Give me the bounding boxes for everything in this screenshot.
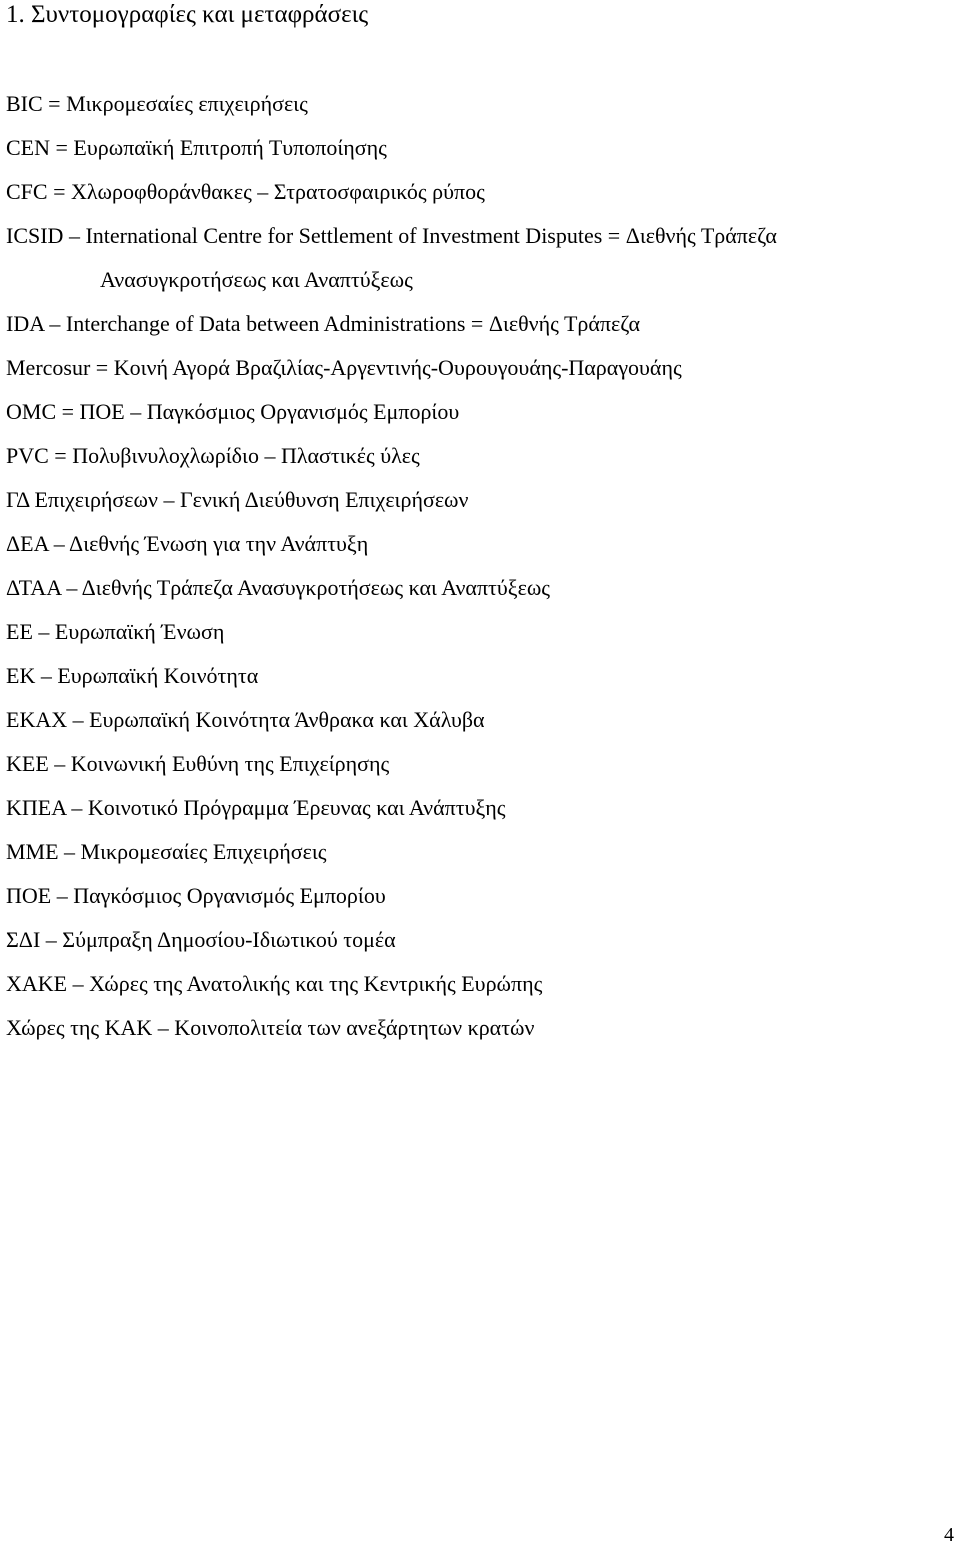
list-item: Χώρες της ΚΑΚ – Κοινοπολιτεία των ανεξάρτητων κρατών	[6, 1015, 535, 1040]
list-item: ΕΕ – Ευρωπαϊκή Ένωση	[6, 619, 225, 644]
list-item: ΓΔ Επιχειρήσεων – Γενική Διεύθυνση Επιχειρήσεων	[6, 487, 469, 512]
list-item: CFC = Χλωροφθοράνθακες – Στρατοσφαιρικός ρύπος	[6, 179, 485, 204]
list-item: ΠΟΕ – Παγκόσμιος Οργανισμός Εμπορίου	[6, 883, 386, 908]
page-title: 1. Συντομογραφίες και μεταφράσεις	[6, 1, 369, 28]
list-item: ΚΕΕ – Κοινωνική Ευθύνη της Επιχείρησης	[6, 751, 390, 776]
list-item: ΜΜΕ – Μικρομεσαίες Επιχειρήσεις	[6, 839, 327, 864]
list-item: IDA – Interchange of Data between Administrations = Διεθνής Τράπεζα	[6, 311, 641, 336]
page-number: 4	[944, 1524, 954, 1546]
list-item: ΣΔΙ – Σύμπραξη Δημοσίου-Ιδιωτικού τομέα	[6, 927, 396, 952]
list-item: Mercosur = Κοινή Αγορά Βραζιλίας-Αργεντινής-Ουρουγουάης-Παραγουάης	[6, 355, 682, 380]
list-item: ΧΑΚΕ – Χώρες της Ανατολικής και της Κεντρικής Ευρώπης	[6, 971, 543, 996]
list-item-continuation: Ανασυγκροτήσεως και Αναπτύξεως	[100, 267, 413, 292]
list-item: ΕΚΑΧ – Ευρωπαϊκή Κοινότητα Άνθρακα και Χάλυβα	[6, 707, 485, 732]
list-item: ΚΠΕΑ – Κοινοτικό Πρόγραμμα Έρευνας και Ανάπτυξης	[6, 795, 506, 820]
list-item: ΕΚ – Ευρωπαϊκή Κοινότητα	[6, 663, 259, 688]
list-item: ΔΕΑ – Διεθνής Ένωση για την Ανάπτυξη	[6, 531, 369, 556]
list-item: CEN = Ευρωπαϊκή Επιτροπή Τυποποίησης	[6, 135, 387, 160]
list-item: ΔΤΑΑ – Διεθνής Τράπεζα Ανασυγκροτήσεως και Αναπτύξεως	[6, 575, 551, 600]
list-item: PVC = Πολυβινυλοχλωρίδιο – Πλαστικές ύλες	[6, 443, 420, 468]
list-item: BIC = Μικρομεσαίες επιχειρήσεις	[6, 91, 308, 116]
list-item: ICSID – International Centre for Settlement of Investment Disputes = Διεθνής Τράπεζα	[6, 223, 777, 248]
abbreviation-list	[6, 82, 946, 1050]
list-item: OMC = ΠΟΕ – Παγκόσμιος Οργανισμός Εμπορίου	[6, 399, 460, 424]
